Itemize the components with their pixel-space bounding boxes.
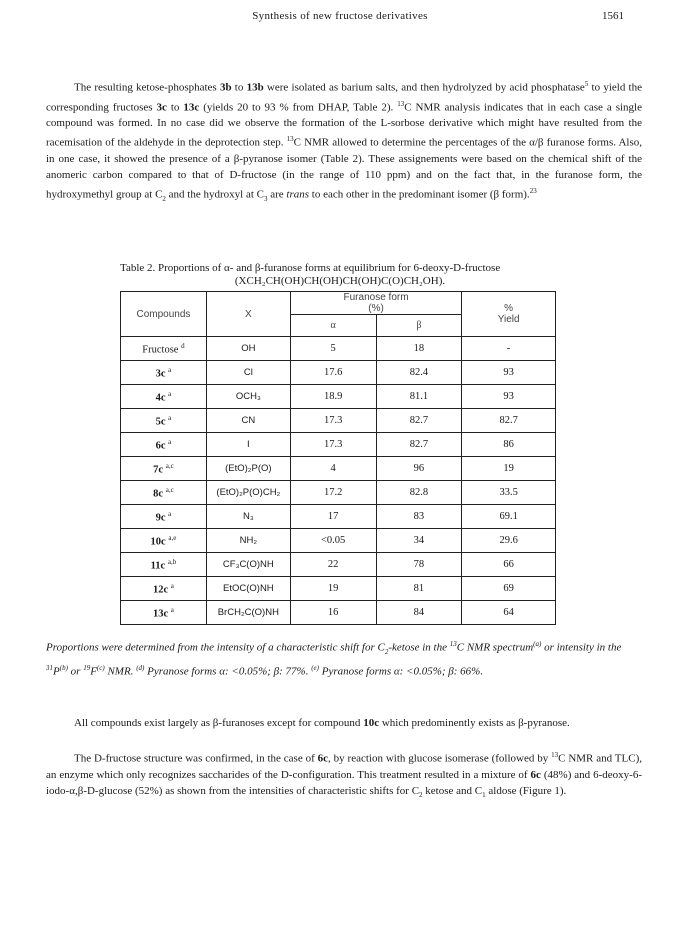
paragraph-confirmation: [46, 747, 642, 803]
text-run: (48%) and 6-deoxy-6-iodo-α,β-D-glucose (52%) as shown from the intensities of characteristic shifts for C: [46, 768, 642, 797]
cell-compound: [121, 505, 207, 529]
text-run: ketose and C: [422, 784, 483, 797]
compound-ref: 13b: [246, 81, 264, 94]
text-run: (yields 20 to 93 % from DHAP, Table 2).: [199, 101, 398, 114]
text-run: The resulting ketose-phosphates: [74, 81, 220, 94]
cell-alpha: 17.6: [290, 361, 376, 385]
table-row: [121, 433, 556, 457]
cell-yield: 82.7: [462, 409, 556, 433]
footnote-mark: a: [168, 365, 172, 374]
table-row: [121, 337, 556, 361]
cell-beta: 96: [376, 457, 462, 481]
table-row: [121, 601, 556, 625]
compound-name: 10c: [150, 536, 166, 548]
footnote-mark: d: [181, 341, 185, 350]
cell-yield: 19: [462, 457, 556, 481]
table-caption: [120, 262, 560, 288]
compound-name: Fructose: [142, 344, 179, 356]
furanose-unit: (%): [368, 303, 384, 314]
compound-name: 7c: [153, 464, 164, 476]
text-run: NMR.: [104, 665, 137, 678]
italic-text: trans: [286, 188, 310, 201]
cell-yield: 66: [462, 553, 556, 577]
furanose-label: Furanose form: [343, 292, 409, 303]
text-run: aldose (Figure 1).: [485, 784, 567, 797]
compound-name: 11c: [150, 560, 166, 572]
col-header-alpha: α: [290, 315, 376, 337]
cell-compound: [121, 409, 207, 433]
caption-line-1: Table 2. Proportions of α- and β-furanose forms at equilibrium for 6-deoxy-D-fructose: [120, 262, 501, 274]
paragraph-results: [46, 76, 642, 207]
text-run: The D-fructose structure was confirmed, in the case of: [74, 752, 318, 765]
cell-yield: 93: [462, 385, 556, 409]
table-footnote: [46, 636, 642, 680]
running-title: Synthesis of new fructose derivatives: [252, 10, 428, 22]
table-row: [121, 505, 556, 529]
cell-x: (EtO)₂P(O)CH₂: [206, 481, 290, 505]
cell-alpha: <0.05: [290, 529, 376, 553]
data-table: [120, 291, 556, 625]
footnote-mark: a: [168, 413, 172, 422]
cell-yield: 69.1: [462, 505, 556, 529]
compound-name: 9c: [155, 512, 166, 524]
cell-compound: [121, 361, 207, 385]
cell-x: EtOC(O)NH: [206, 577, 290, 601]
cell-yield: 33.5: [462, 481, 556, 505]
cell-compound: [121, 433, 207, 457]
cell-alpha: 17: [290, 505, 376, 529]
table-row: [121, 361, 556, 385]
footnote-mark: (d): [136, 663, 145, 672]
text-run: were isolated as barium salts, and then hydrolyzed by acid phosphatase: [263, 81, 585, 94]
cell-x: NH₂: [206, 529, 290, 553]
isotope-sup: 13: [449, 640, 457, 648]
cell-yield: 69: [462, 577, 556, 601]
table-row: [121, 409, 556, 433]
text-run: P: [53, 665, 60, 678]
subscript: 2: [384, 647, 389, 656]
cell-alpha: 17.2: [290, 481, 376, 505]
cell-x: I: [206, 433, 290, 457]
text-run: which predominently exists as β-pyranose.: [379, 717, 570, 729]
cell-beta: 34: [376, 529, 462, 553]
cell-beta: 82.4: [376, 361, 462, 385]
cell-x: BrCH₂C(O)NH: [206, 601, 290, 625]
text-run: , by reaction with glucose isomerase (followed by: [328, 752, 552, 765]
table-row: [121, 553, 556, 577]
footnote-mark: a: [168, 389, 172, 398]
compound-ref: 3c: [156, 101, 167, 114]
compound-name: 5c: [155, 416, 166, 428]
text-run: C NMR analysis indicates that in each case a single compound was formed. In no case did we observe the formation of the L-sorbose derivative which might have resulted from the racemisation of the aldehyde in the deprotection step.: [46, 101, 642, 149]
cell-compound: [121, 601, 207, 625]
cell-alpha: 18.9: [290, 385, 376, 409]
col-header-furanose: [290, 292, 461, 315]
cell-alpha: 17.3: [290, 409, 376, 433]
citation-ref: 23: [529, 186, 537, 195]
text-run: C NMR spectrum: [456, 641, 534, 654]
cell-yield: 64: [462, 601, 556, 625]
text-run: All compounds exist largely as β-furanoses except for compound: [74, 717, 364, 729]
isotope-sup: 13: [551, 751, 559, 759]
cell-x: CN: [206, 409, 290, 433]
cell-beta: 81: [376, 577, 462, 601]
cell-beta: 78: [376, 553, 462, 577]
cell-alpha: 16: [290, 601, 376, 625]
compound-name: 3c: [155, 368, 166, 380]
isotope-sup: 13: [286, 135, 294, 144]
cell-beta: 82.7: [376, 409, 462, 433]
compound-ref: 3b: [219, 81, 232, 94]
cell-compound: [121, 577, 207, 601]
text-run: to: [166, 101, 184, 114]
yield-unit: %: [504, 303, 514, 314]
text-run: to each other in the predominant isomer (β form).: [309, 188, 530, 201]
cell-compound: [121, 529, 207, 553]
footnote-mark: a,b: [167, 557, 177, 566]
footnote-mark: a,e: [168, 533, 177, 542]
footnote-mark: (e): [311, 663, 319, 672]
cell-beta: 18: [376, 337, 462, 361]
compound-name: 4c: [155, 392, 166, 404]
text-run: are: [267, 188, 287, 201]
cell-yield: 29.6: [462, 529, 556, 553]
compound-name: 12c: [152, 584, 169, 596]
col-header-yield: [462, 292, 556, 337]
footnote-mark: a: [170, 581, 174, 590]
text-run: to: [231, 81, 247, 94]
yield-label: Yield: [497, 314, 520, 325]
table-row: [121, 529, 556, 553]
text-run: or: [67, 665, 84, 678]
page-number: 1561: [602, 10, 624, 22]
text-run: Pyranose forms α: <0.05%; β: 66%.: [319, 665, 484, 678]
footnote-mark: (c): [96, 663, 105, 672]
subscript: 2: [162, 194, 166, 203]
paragraph-furanoses: [46, 715, 642, 731]
compound-name: 13c: [152, 608, 169, 620]
cell-alpha: 17.3: [290, 433, 376, 457]
text-run: to yield the corresponding fructoses: [46, 81, 642, 114]
citation-ref: 5: [584, 80, 589, 88]
compound-ref: 13c: [183, 101, 200, 114]
cell-yield: -: [462, 337, 556, 361]
text-run: C NMR allowed to determine the percentages of the α/β furanose forms. Also, in one case, it showed the presence of a β-pyranose isomer (Table 2). These assignements were based on the chemical shift of the anomeric carbon compared to that of D-fructose (in the range of 110 ppm) and on the fact that, in the furanose form, the hydroxymethyl group at C: [46, 136, 642, 201]
table-row: [121, 481, 556, 505]
cell-x: OH: [206, 337, 290, 361]
text-run: Pyranose forms α: <0.05%; β: 77%.: [144, 665, 312, 678]
text-run: or intensity in the: [541, 641, 622, 654]
compound-ref: 6c: [530, 768, 541, 781]
compound-ref: 10c: [363, 717, 380, 729]
cell-alpha: 4: [290, 457, 376, 481]
cell-beta: 83: [376, 505, 462, 529]
footnote-mark: a: [168, 509, 172, 518]
cell-alpha: 5: [290, 337, 376, 361]
cell-x: N₃: [206, 505, 290, 529]
col-header-x: X: [206, 292, 290, 337]
text-run: Proportions were determined from the intensity of a characteristic shift for C: [46, 641, 385, 654]
cell-beta: 84: [376, 601, 462, 625]
col-header-beta: β: [376, 315, 462, 337]
table-row: [121, 385, 556, 409]
footnote-mark: (a): [533, 640, 542, 648]
isotope-sup: 19: [83, 663, 91, 672]
cell-x: (EtO)₂P(O): [206, 457, 290, 481]
page-header: [0, 8, 680, 26]
cell-compound: [121, 481, 207, 505]
cell-beta: 81.1: [376, 385, 462, 409]
subscript: 2: [419, 790, 423, 799]
cell-x: Cl: [206, 361, 290, 385]
cell-yield: 93: [462, 361, 556, 385]
compound-name: 8c: [153, 488, 164, 500]
cell-alpha: 19: [290, 577, 376, 601]
cell-compound: [121, 385, 207, 409]
text-run: -ketose in the: [388, 641, 450, 654]
cell-yield: 86: [462, 433, 556, 457]
cell-x: CF₃C(O)NH: [206, 553, 290, 577]
table-row: [121, 457, 556, 481]
footnote-mark: a,c: [165, 485, 174, 494]
cell-alpha: 22: [290, 553, 376, 577]
compound-ref: 6c: [317, 752, 329, 765]
cell-beta: 82.7: [376, 433, 462, 457]
compound-name: 6c: [155, 440, 166, 452]
cell-compound: [121, 457, 207, 481]
text-run: C NMR and TLC), an enzyme which only recognizes saccharides of the D-configuration. This treatment resulted in a mixture of: [46, 752, 643, 781]
isotope-sup: 31: [46, 663, 53, 672]
cell-beta: 82.8: [376, 481, 462, 505]
cell-compound: [121, 337, 207, 361]
footnote-mark: a,c: [165, 461, 174, 470]
footnote-mark: a: [170, 605, 174, 614]
subscript: 3: [263, 194, 268, 203]
footnote-mark: a: [168, 437, 172, 446]
subscript: 1: [482, 790, 486, 799]
isotope-sup: 13: [397, 99, 405, 108]
caption-line-2: (XCH₂CH(OH)CH(OH)CH(OH)C(O)CH₂OH).: [234, 275, 446, 287]
text-run: F: [90, 665, 97, 678]
cell-x: OCH₃: [206, 385, 290, 409]
text-run: and the hydroxyl at C: [165, 188, 264, 201]
table-row: [121, 577, 556, 601]
col-header-compounds: Compounds: [121, 292, 207, 337]
table-body: [121, 337, 556, 625]
cell-compound: [121, 553, 207, 577]
footnote-mark: (b): [59, 663, 68, 672]
